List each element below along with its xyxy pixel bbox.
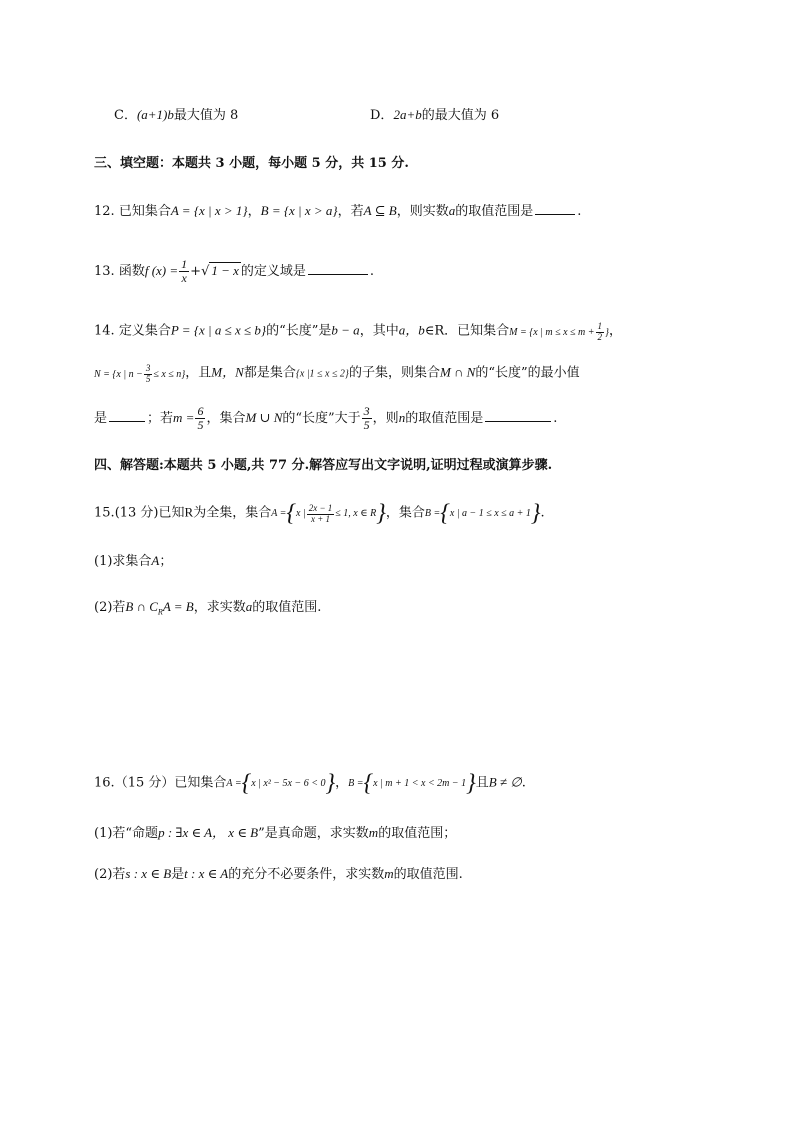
answer-blank-12[interactable]: [535, 213, 575, 215]
option-d: D．2a+b的最大值为 6: [370, 107, 500, 123]
set-m: M = {x | m ≤ x ≤ m + $\frac{1}{2}$ }: [509, 321, 610, 342]
question-15-part-2: (2)若B ∩ $C_RA = B$，求实数a的取值范围.: [94, 599, 322, 617]
set-b-16: B ={x | m + 1 < x < 2m − 1}: [348, 771, 476, 797]
option-d-expr: 2a+b: [393, 107, 422, 122]
set-a-15: A ={x | $\frac{2x - 1}{x + 1}$ ≤ 1, x ∈ R}: [271, 501, 386, 527]
set-n: N = {x | n − $\frac{3}{5}$ ≤ x ≤ n}: [94, 363, 186, 384]
question-15: 15.(13 分)已知R为全集，集合A ={x | $\frac{2x - 1}{x + 1}$ ≤ 1, x ∈ R}，集合B ={x | a − 1 ≤ x ≤ a + 1}.: [94, 501, 545, 527]
question-15-part-1: (1)求集合A；: [94, 553, 173, 569]
answer-blank-14b[interactable]: [485, 420, 551, 422]
section-4-heading: 四、解答题:本题共 5 小题,共 77 分.解答应写出文字说明,证明过程或演算步骤.: [94, 458, 553, 473]
question-13: 13. 函数f (x) = $\frac{1}{x}$ +√ 1 − x 的定义域是 .: [94, 257, 375, 286]
question-14-line-2: N = {x | n − $\frac{3}{5}$ ≤ x ≤ n}，且M，N都是集合{x |1 ≤ x ≤ 2}的子集，则集合M ∩ N的“长度”的最小值: [94, 363, 580, 384]
question-14-line-1: 14. 定义集合P = {x | a ≤ x ≤ b}的“长度”是b − a，其中a，b∈R．已知集合M = {x | m ≤ x ≤ m + $\frac{1}{2}$ }，: [94, 321, 623, 342]
answer-blank-13[interactable]: [308, 273, 368, 275]
set-a-16: A ={x | x² − 5x − 6 < 0}: [226, 771, 336, 797]
fraction-1-over-x: $\frac{1}{x}$: [181, 257, 188, 286]
sqrt-symbol: √: [201, 264, 210, 280]
question-16-part-1: (1)若“命题p : ∃x ∈ A， x ∈ B”是真命题，求实数m的取值范围；: [94, 825, 457, 841]
section-3-heading: 三、填空题：本题共 3 小题，每小题 5 分，共 15 分.: [94, 156, 409, 171]
question-12: 12. 已知集合A = {x | x > 1}，B = {x | x > a}，若A ⊆ B，则实数a的取值范围是 .: [94, 203, 582, 219]
set-b-15: B ={x | a − 1 ≤ x ≤ a + 1}: [424, 501, 541, 527]
question-16: 16.（15 分）已知集合A ={x | x² − 5x − 6 < 0}，B ={x | m + 1 < x < 2m − 1}且B ≠ ∅.: [94, 771, 526, 797]
question-16-part-2: (2)若s : x ∈ B是t : x ∈ A的充分不必要条件，求实数m的取值范围.: [94, 866, 463, 882]
option-c: C．(a+1)b最大值为 8: [114, 107, 239, 123]
option-c-expr: (a+1)b: [136, 107, 174, 122]
question-14-line-3: 是 ；若m = $\frac{6}{5}$ ，集合M ∪ N的“长度”大于 $\frac{3}{5}$ ，则n的取值范围是 .: [94, 404, 558, 433]
answer-blank-14a[interactable]: [109, 420, 145, 422]
